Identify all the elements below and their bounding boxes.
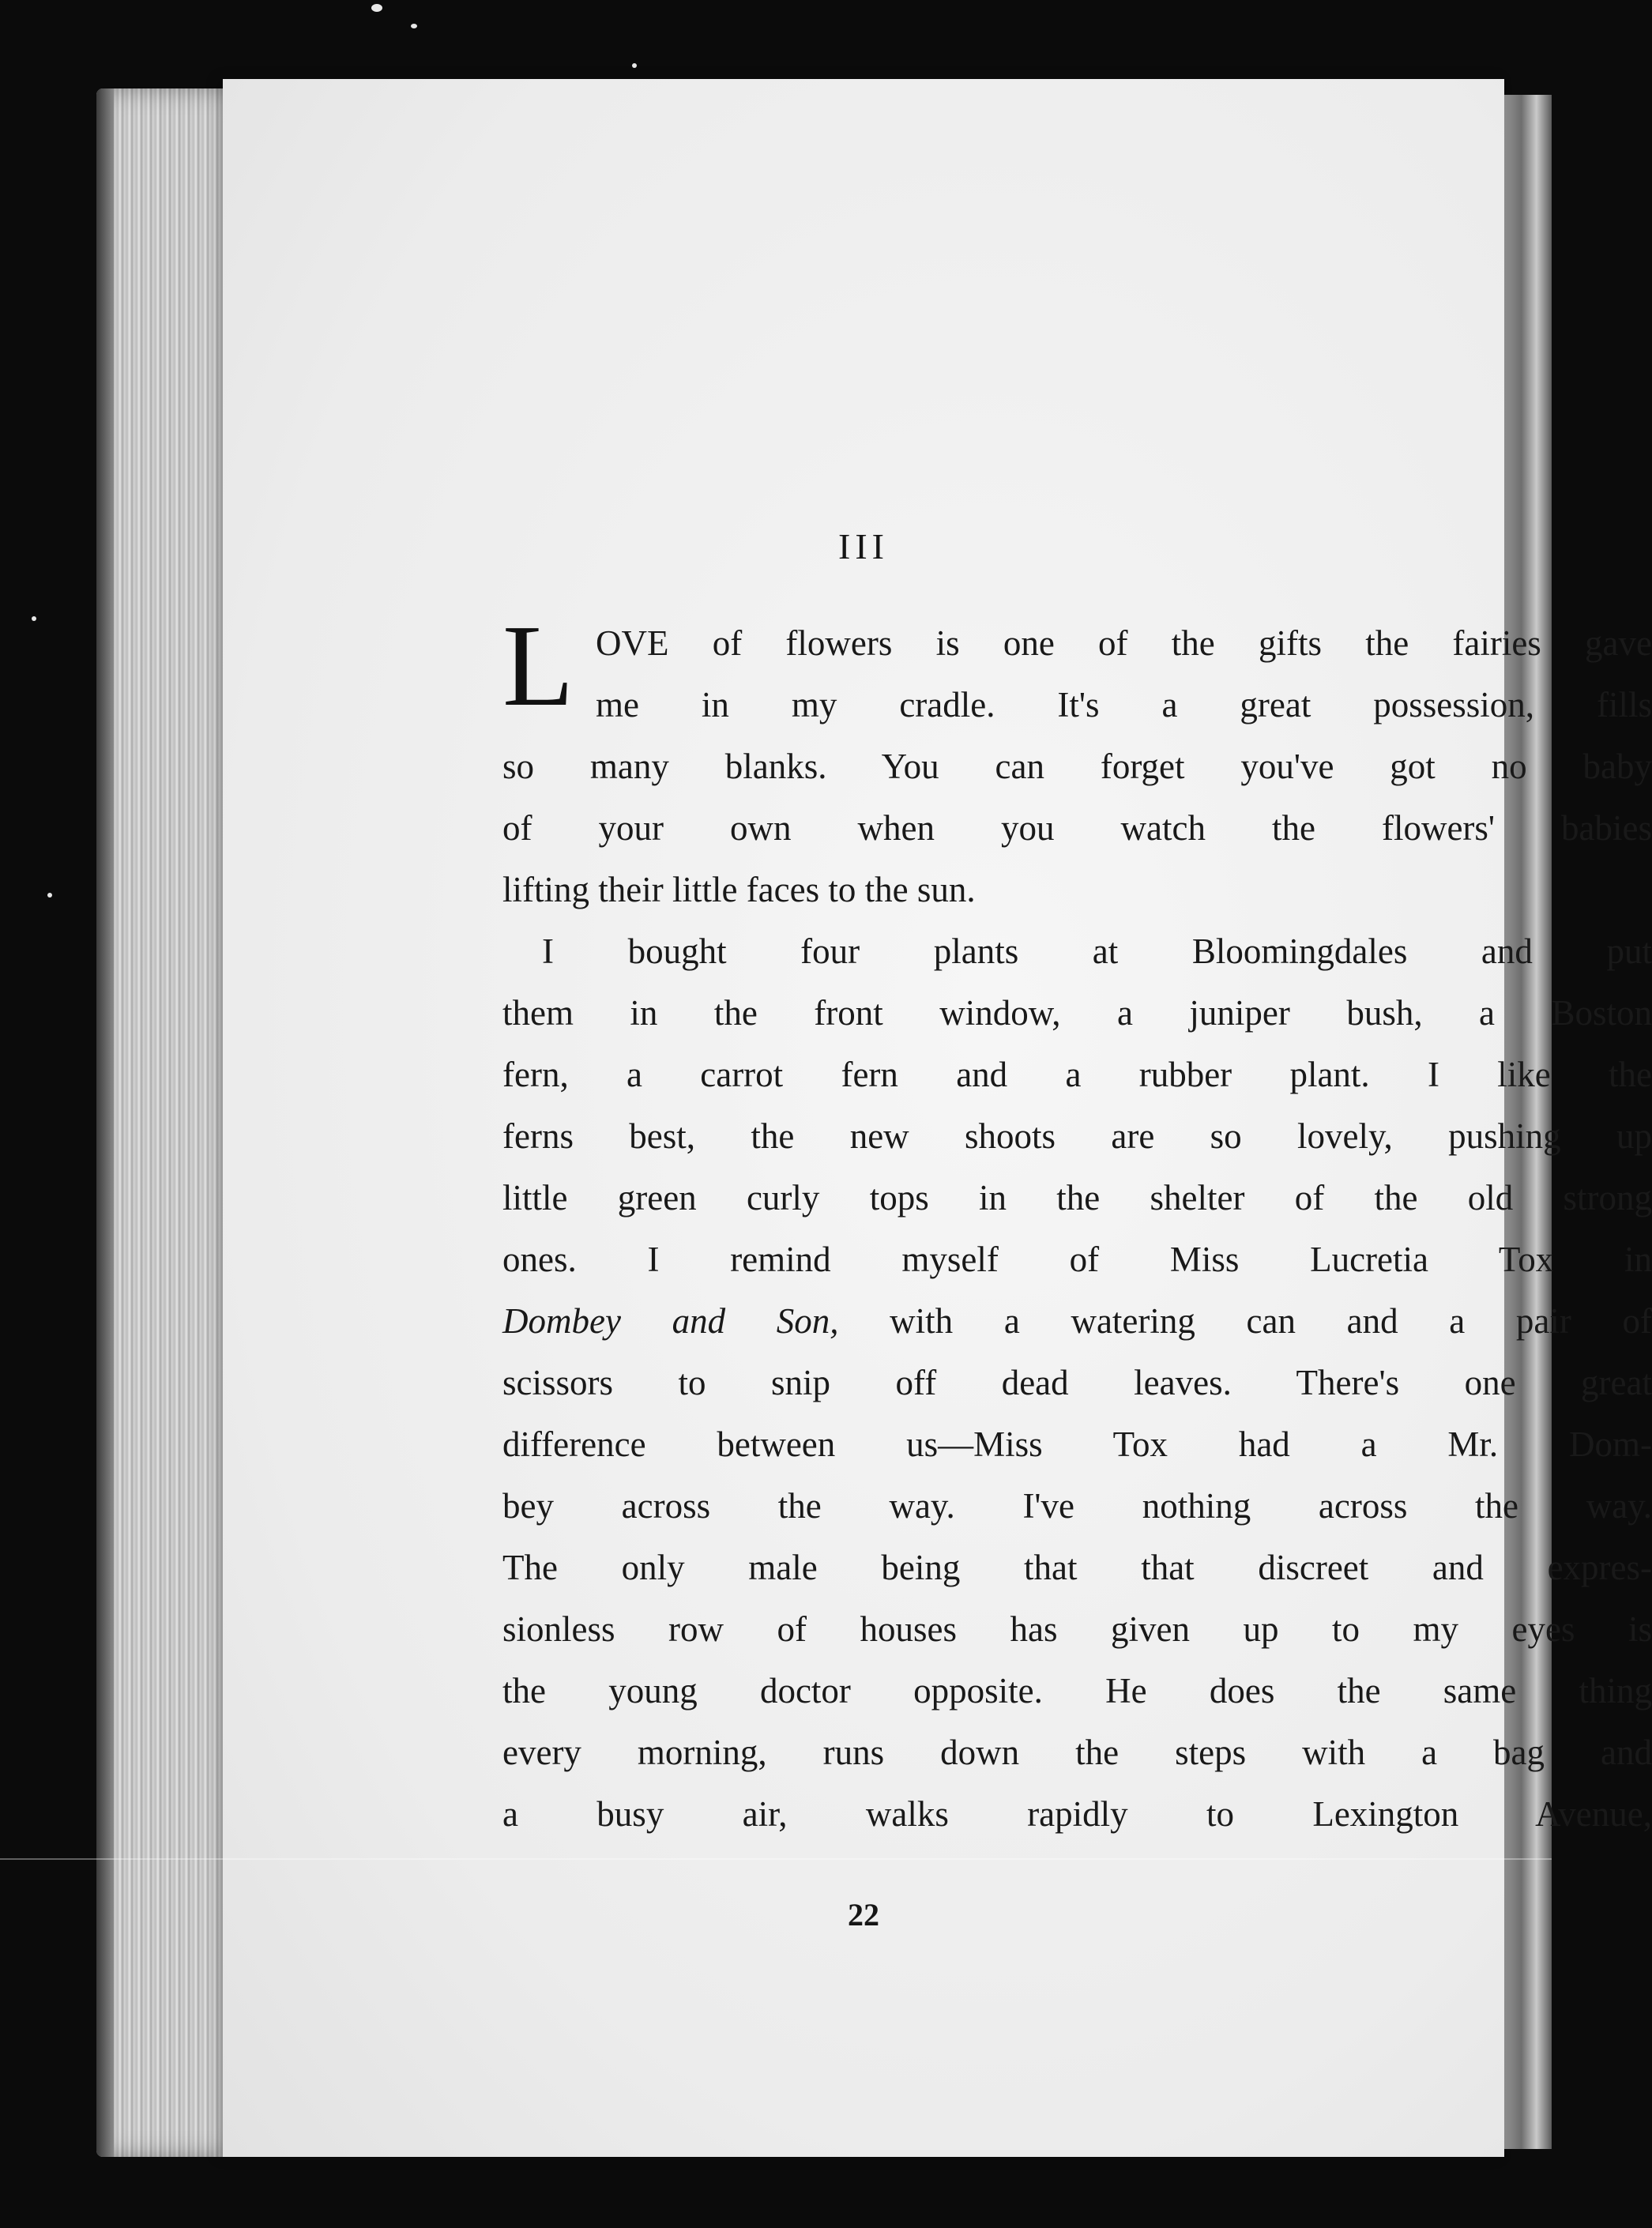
page-body xyxy=(502,601,1652,1845)
scan-speck xyxy=(632,63,637,68)
text-line: the young doctor opposite. He does the same thing xyxy=(502,1671,1652,1711)
scan-speck xyxy=(411,24,417,28)
text-line: a busy air, walks rapidly to Lexington Avenue, xyxy=(502,1794,1652,1834)
scan-artifact-line xyxy=(0,1858,1552,1860)
text-line: me in my cradle. It's a great possession, fills xyxy=(596,685,1652,724)
scan-speck xyxy=(47,893,52,898)
italic-book-title: Dombey and Son, xyxy=(502,1301,839,1341)
text-line: fern, a carrot fern and a rubber plant. I like the xyxy=(502,1055,1652,1094)
text-line: difference between us—Miss Tox had a Mr. Dom- xyxy=(502,1424,1652,1464)
text-line: them in the front window, a juniper bush, a Boston xyxy=(502,993,1652,1033)
text-line-rest: with a watering can and a pair of xyxy=(890,1301,1652,1341)
text-line-with-title xyxy=(502,1290,1652,1352)
scan-speck xyxy=(32,616,36,621)
text-line: of your own when you watch the flowers' babies xyxy=(502,808,1652,848)
text-line: every morning, runs down the steps with a bag and xyxy=(502,1733,1652,1772)
book-page xyxy=(223,79,1652,2157)
text-line: sionless row of houses has given up to my eyes is xyxy=(502,1609,1652,1649)
text-line: little green curly tops in the shelter of the old strong xyxy=(502,1178,1652,1217)
page-number: 22 xyxy=(848,1897,879,1933)
text-line: so many blanks. You can forget you've got no baby xyxy=(502,747,1652,786)
text-line: ferns best, the new shoots are so lovely, pushing up xyxy=(502,1116,1652,1156)
text-line: I bought four plants at Bloomingdales and put xyxy=(542,931,1652,971)
chapter-heading: III xyxy=(838,526,889,566)
text-line: ones. I remind myself of Miss Lucretia Tox in xyxy=(502,1240,1652,1279)
text-line: scissors to snip off dead leaves. There's one great xyxy=(502,1363,1652,1402)
text-line: OVE of flowers is one of the gifts the fairies gave xyxy=(596,623,1652,663)
text-line: The only male being that that discreet and expres- xyxy=(502,1548,1652,1587)
text-line: lifting their little faces to the sun. xyxy=(502,870,976,909)
scan-speck xyxy=(371,4,382,12)
text-line: bey across the way. I've nothing across the way. xyxy=(502,1486,1652,1526)
drop-cap: L xyxy=(502,601,574,731)
